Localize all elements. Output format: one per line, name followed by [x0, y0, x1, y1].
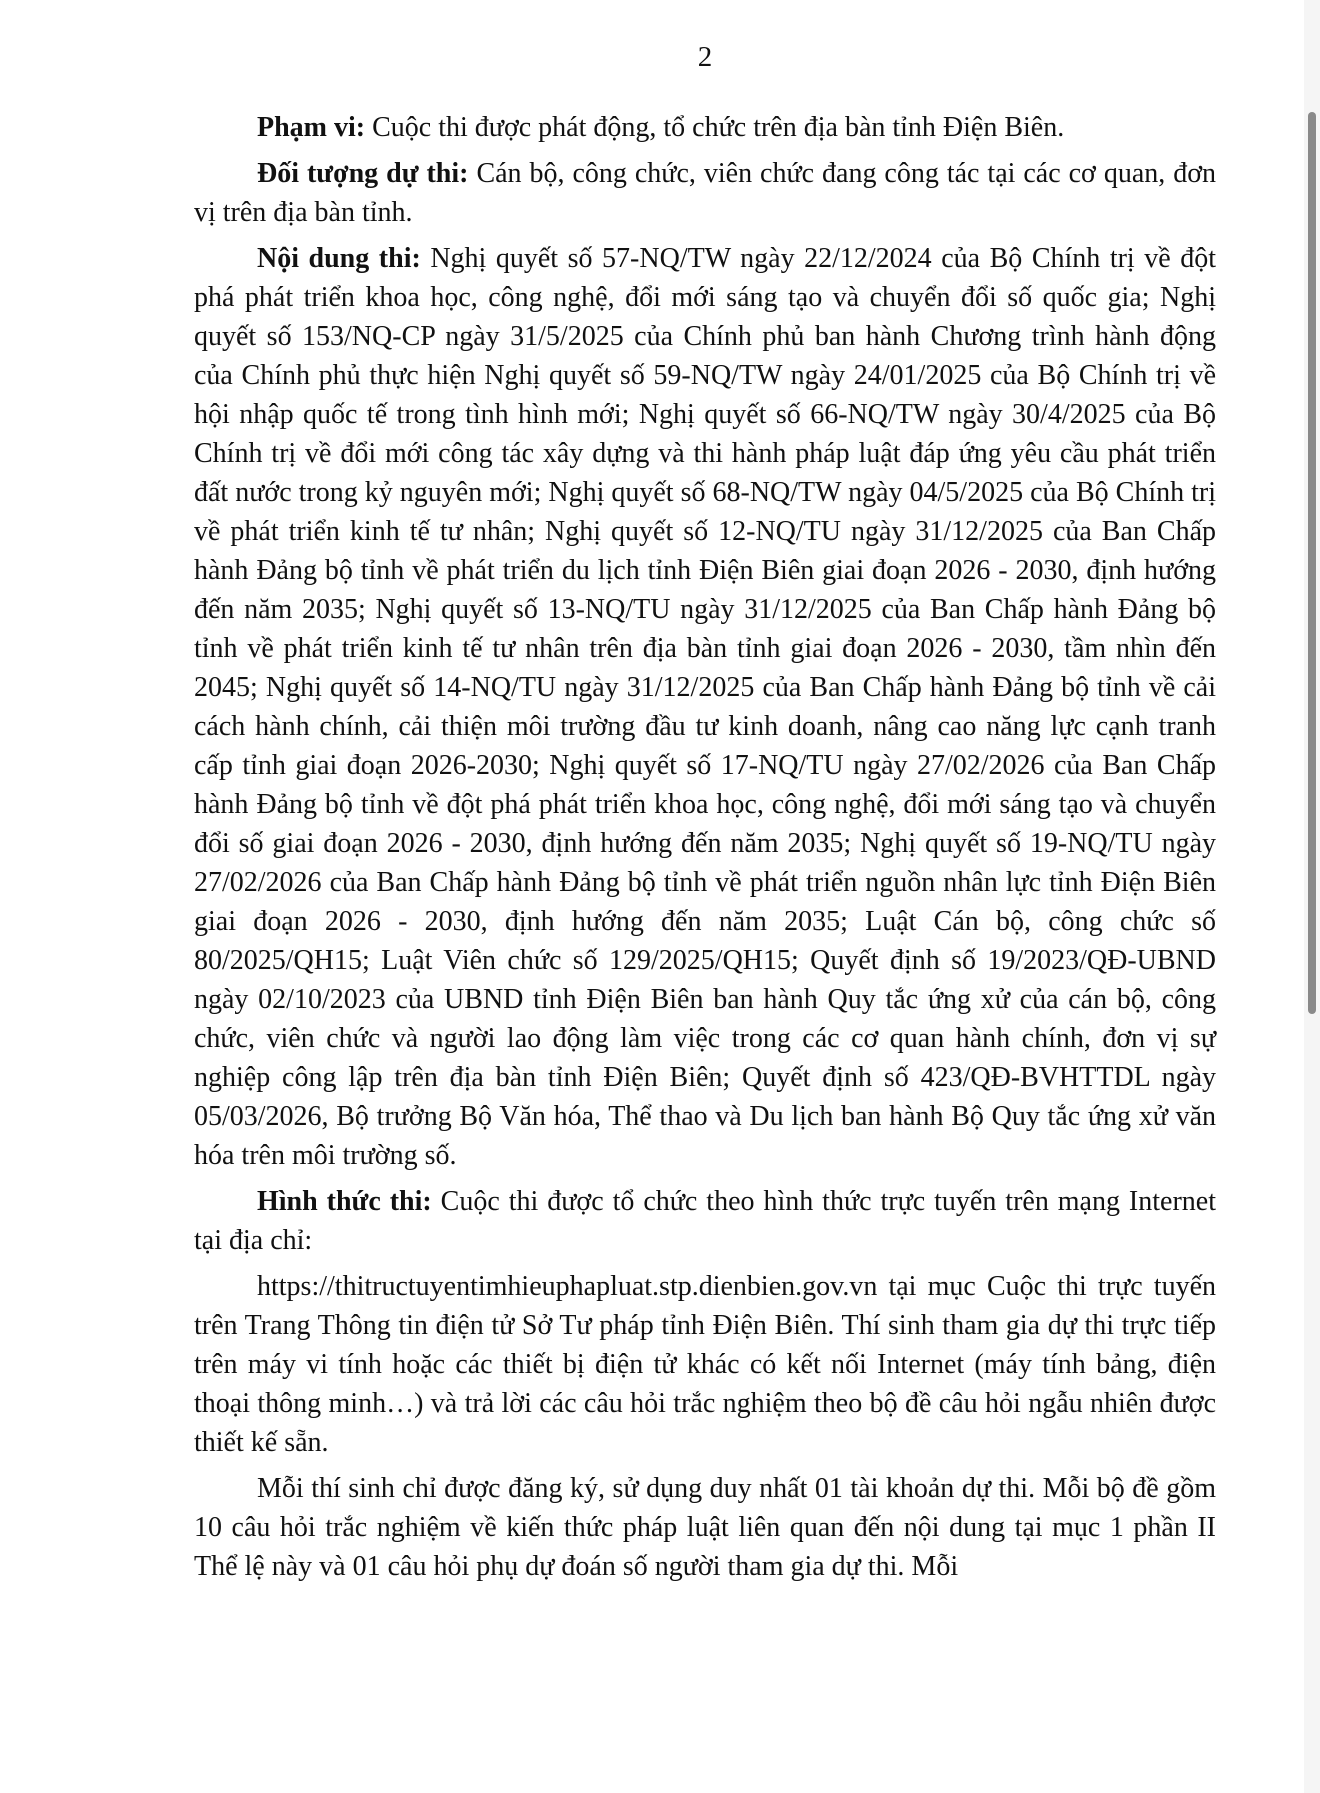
paragraph-format [194, 1182, 1216, 1260]
paragraph-scope [194, 108, 1216, 147]
content-text: Nghị quyết số 57-NQ/TW ngày 22/12/2024 của Bộ Chính trị về đột phá phát triển khoa học, công nghệ, đổi mới sáng tạo và chuyển đổi số quốc gia; Nghị quyết số 153/NQ-CP ngày 31/5/2025 của Chính phủ ban hành Chương trình hành động của Chính phủ thực hiện Nghị quyết số 59-NQ/TW ngày 24/01/2025 của Bộ Chính trị về hội nhập quốc tế trong tình hình mới; Nghị quyết số 66-NQ/TW ngày 30/4/2025 của Bộ Chính trị về đổi mới công tác xây dựng và thi hành pháp luật đáp ứng yêu cầu phát triển đất nước trong kỷ nguyên mới; Nghị quyết số 68-NQ/TW ngày 04/5/2025 của Bộ Chính trị về phát triển kinh tế tư nhân; Nghị quyết số 12-NQ/TU ngày 31/12/2025 của Ban Chấp hành Đảng bộ tỉnh về phát triển du lịch tỉnh Điện Biên giai đoạn 2026 - 2030, định hướng đến năm 2035; Nghị quyết số 13-NQ/TU ngày 31/12/2025 của Ban Chấp hành Đảng bộ tỉnh về phát triển kinh tế tư nhân trên địa bàn tỉnh giai đoạn 2026 - 2030, tầm nhìn đến 2045; Nghị quyết số 14-NQ/TU ngày 31/12/2025 của Ban Chấp hành Đảng bộ tỉnh về cải cách hành chính, cải thiện môi trường đầu tư kinh doanh, nâng cao năng lực cạnh tranh cấp tỉnh giai đoạn 2026-2030; Nghị quyết số 17-NQ/TU ngày 27/02/2026 của Ban Chấp hành Đảng bộ tỉnh về đột phá phát triển khoa học, công nghệ, đổi mới sáng tạo và chuyển đổi số giai đoạn 2026 - 2030, định hướng đến năm 2035; Nghị quyết số 19-NQ/TU ngày 27/02/2026 của Ban Chấp hành Đảng bộ tỉnh về phát triển nguồn nhân lực tỉnh Điện Biên giai đoạn 2026 - 2030, định hướng đến năm 2035; Luật Cán bộ, công chức số 80/2025/QH15; Luật Viên chức số 129/2025/QH15; Quyết định số 19/2023/QĐ-UBND ngày 02/10/2023 của UBND tỉnh Điện Biên ban hành Quy tắc ứng xử của cán bộ, công chức, viên chức và người lao động làm việc trong các cơ quan hành chính, đơn vị sự nghiệp công lập trên địa bàn tỉnh Điện Biên; Quyết định số 423/QĐ-BVHTTDL ngày 05/03/2026, Bộ trưởng Bộ Văn hóa, Thể thao và Du lịch ban hành Bộ Quy tắc ứng xử văn hóa trên môi trường số. [194, 243, 1216, 1171]
paragraph-rules [194, 1469, 1216, 1586]
rules-text: Mỗi thí sinh chỉ được đăng ký, sử dụng duy nhất 01 tài khoản dự thi. Mỗi bộ đề gồm 10 câu hỏi trắc nghiệm về kiến thức pháp luật liên quan đến nội dung tại mục 1 phần II Thể lệ này và 01 câu hỏi phụ dự đoán số người tham gia dự thi. Mỗi [194, 1473, 1216, 1582]
scope-label: Phạm vi: [257, 112, 366, 143]
website-text: https://thitructuyentimhieuphapluat.stp.dienbien.gov.vn tại mục Cuộc thi trực tuyến trên Trang Thông tin điện tử Sở Tư pháp tỉnh Điện Biên. Thí sinh tham gia dự thi trực tiếp trên máy vi tính hoặc các thiết bị điện tử khác có kết nối Internet (máy tính bảng, điện thoại thông minh…) và trả lời các câu hỏi trắc nghiệm theo bộ đề câu hỏi ngẫu nhiên được thiết kế sẵn. [194, 1271, 1216, 1458]
document-body [194, 108, 1216, 1593]
paragraph-website [194, 1267, 1216, 1462]
scope-text: Cuộc thi được phát động, tổ chức trên địa bàn tỉnh Điện Biên. [365, 112, 1065, 143]
format-label: Hình thức thi: [257, 1186, 432, 1217]
content-label: Nội dung thi: [257, 243, 421, 274]
paragraph-content [194, 239, 1216, 1175]
vertical-scrollbar[interactable] [1304, 0, 1320, 1793]
paragraph-participants [194, 154, 1216, 232]
scrollbar-thumb[interactable] [1308, 112, 1316, 1014]
format-text: Cuộc thi được tổ chức theo hình thức trực tuyến trên mạng Internet tại địa chỉ: [194, 1186, 1216, 1256]
participants-text: Cán bộ, công chức, viên chức đang công tác tại các cơ quan, đơn vị trên địa bàn tỉnh. [194, 158, 1217, 228]
participants-label: Đối tượng dự thi: [257, 158, 469, 189]
page-number: 2 [697, 41, 713, 73]
